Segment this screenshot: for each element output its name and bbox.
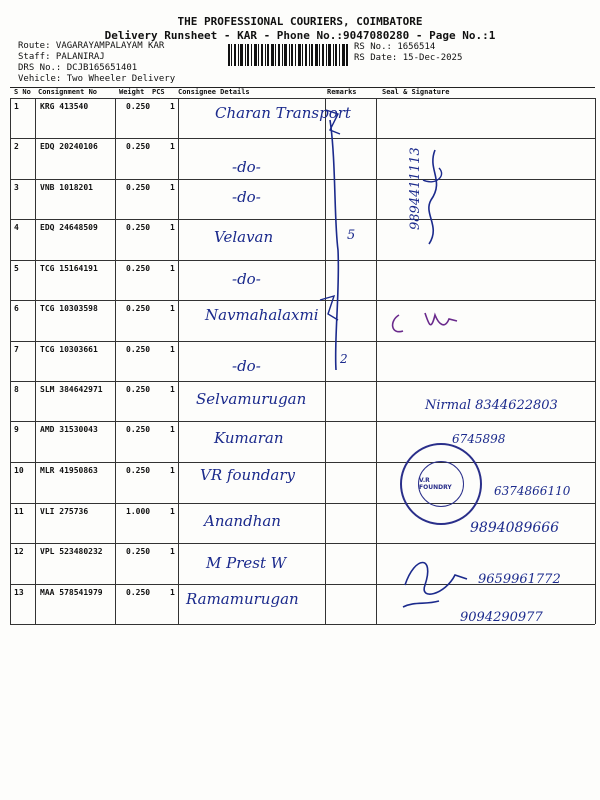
col-pcs: PCS xyxy=(152,88,165,96)
cell-sno: 8 xyxy=(14,385,19,394)
col-consignee: Consignee Details xyxy=(178,88,250,96)
col-consignment: Consignment No xyxy=(38,88,98,96)
column-divider xyxy=(35,98,36,624)
row-divider xyxy=(10,98,595,99)
col-weight: Weight xyxy=(119,88,145,96)
hand-consignee-12: M Prest W xyxy=(206,554,287,572)
runsheet-subtitle: Delivery Runsheet - KAR - Phone No.:9047080280 - Page No.:1 xyxy=(104,29,496,42)
cell-sno: 7 xyxy=(14,345,19,354)
cell-pcs: 1 xyxy=(170,345,175,354)
cell-pcs: 1 xyxy=(170,304,175,313)
cell-sno: 9 xyxy=(14,425,19,434)
cell-weight: 0.250 xyxy=(126,264,151,273)
cell-consignment: KRG 413540 xyxy=(40,102,89,111)
rs-date: RS Date: 15-Dec-2025 xyxy=(354,53,463,63)
cell-consignment: VLI 275736 xyxy=(40,507,89,516)
remark-mark-2: 2 xyxy=(340,352,348,366)
hand-consignee-3: -do- xyxy=(232,188,261,206)
cell-weight: 0.250 xyxy=(126,304,151,313)
column-divider xyxy=(10,98,11,624)
cell-sno: 12 xyxy=(14,547,24,556)
cell-weight: 0.250 xyxy=(126,183,151,192)
signature-scribble-top xyxy=(405,140,465,250)
cell-weight: 0.250 xyxy=(126,142,151,151)
cell-pcs: 1 xyxy=(170,264,175,273)
header-rule-top xyxy=(10,87,595,88)
cell-pcs: 1 xyxy=(170,507,175,516)
column-divider xyxy=(115,98,116,624)
cell-sno: 6 xyxy=(14,304,19,313)
hand-consignee-5: -do- xyxy=(232,270,261,288)
cell-weight: 0.250 xyxy=(126,547,151,556)
staff: Staff: PALANIRAJ xyxy=(18,52,105,62)
hand-consignee-11: Anandhan xyxy=(204,512,281,530)
cell-sno: 13 xyxy=(14,588,24,597)
cell-sno: 4 xyxy=(14,223,19,232)
company-title: THE PROFESSIONAL COURIERS, COIMBATORE xyxy=(177,15,423,28)
row-divider xyxy=(10,462,595,463)
signature-row10: 6374866110 xyxy=(494,484,571,498)
cell-weight: 0.250 xyxy=(126,466,151,475)
cell-consignment: MLR 41950863 xyxy=(40,466,98,475)
cell-consignment: VPL 523480232 xyxy=(40,547,103,556)
vehicle: Vehicle: Two Wheeler Delivery xyxy=(18,74,176,84)
col-seal: Seal & Signature xyxy=(382,88,450,96)
cell-consignment: AMD 31530043 xyxy=(40,425,98,434)
hand-consignee-1: Charan Transport xyxy=(215,104,351,122)
signature-purple xyxy=(385,305,475,340)
cell-pcs: 1 xyxy=(170,183,175,192)
cell-sno: 3 xyxy=(14,183,19,192)
hand-consignee-8: Selvamurugan xyxy=(196,390,307,408)
cell-weight: 1.000 xyxy=(126,507,151,516)
row-divider xyxy=(10,543,595,544)
cell-sno: 1 xyxy=(14,102,19,111)
cell-consignment: VNB 1018201 xyxy=(40,183,93,192)
cell-weight: 0.250 xyxy=(126,345,151,354)
cell-weight: 0.250 xyxy=(126,385,151,394)
column-divider xyxy=(595,98,596,624)
row-divider xyxy=(10,381,595,382)
cell-pcs: 1 xyxy=(170,385,175,394)
cell-pcs: 1 xyxy=(170,425,175,434)
row-divider xyxy=(10,503,595,504)
cell-sno: 11 xyxy=(14,507,24,516)
route: Route: VAGARAYAMPALAYAM KAR xyxy=(18,41,165,51)
cell-weight: 0.250 xyxy=(126,223,151,232)
hand-consignee-6: Navmahalaxmi xyxy=(205,306,319,324)
drs-number: DRS No.: DCJB165651401 xyxy=(18,63,138,73)
col-sno: S No xyxy=(14,88,31,96)
hand-consignee-9: Kumaran xyxy=(214,429,284,447)
hand-consignee-13: Ramamurugan xyxy=(186,590,299,608)
signature-row12: 9659961772 xyxy=(478,572,561,587)
column-divider xyxy=(178,98,179,624)
signature-scribble-bottom xyxy=(395,545,485,615)
meta-left xyxy=(18,41,175,85)
hand-consignee-4: Velavan xyxy=(214,228,274,246)
remark-mark-5: 5 xyxy=(347,228,356,243)
cell-weight: 0.250 xyxy=(126,588,151,597)
col-remarks: Remarks xyxy=(327,88,357,96)
meta-right xyxy=(354,42,462,64)
remarks-brace-drawing xyxy=(300,100,380,380)
cell-weight: 0.250 xyxy=(126,102,151,111)
barcode-image xyxy=(228,44,348,66)
signature-row13: 9094290977 xyxy=(460,610,543,625)
cell-consignment: TCG 15164191 xyxy=(40,264,98,273)
cell-consignment: MAA 578541979 xyxy=(40,588,103,597)
cell-pcs: 1 xyxy=(170,588,175,597)
cell-consignment: TCG 10303598 xyxy=(40,304,98,313)
signature-row8: Nirmal 8344622803 xyxy=(425,398,558,413)
signature-row11: 9894089666 xyxy=(470,520,560,536)
cell-consignment: SLM 384642971 xyxy=(40,385,103,394)
cell-pcs: 1 xyxy=(170,102,175,111)
cell-sno: 5 xyxy=(14,264,19,273)
cell-pcs: 1 xyxy=(170,547,175,556)
cell-consignment: TCG 10303661 xyxy=(40,345,98,354)
cell-pcs: 1 xyxy=(170,466,175,475)
cell-sno: 2 xyxy=(14,142,19,151)
signature-row9: 6745898 xyxy=(452,432,506,446)
cell-pcs: 1 xyxy=(170,142,175,151)
hand-consignee-7: -do- xyxy=(232,357,261,375)
cell-pcs: 1 xyxy=(170,223,175,232)
signature-phone-vertical: 9894411113 xyxy=(408,147,423,230)
cell-consignment: EDQ 24648509 xyxy=(40,223,98,232)
cell-weight: 0.250 xyxy=(126,425,151,434)
cell-sno: 10 xyxy=(14,466,24,475)
cell-consignment: EDQ 20240106 xyxy=(40,142,98,151)
company-seal-stamp xyxy=(400,443,482,525)
hand-consignee-2: -do- xyxy=(232,158,261,176)
rs-number: RS No.: 1656514 xyxy=(354,42,436,52)
hand-consignee-10: VR foundary xyxy=(200,466,295,484)
stamp-text: V.R FOUNDRY xyxy=(418,461,464,507)
row-divider xyxy=(10,421,595,422)
